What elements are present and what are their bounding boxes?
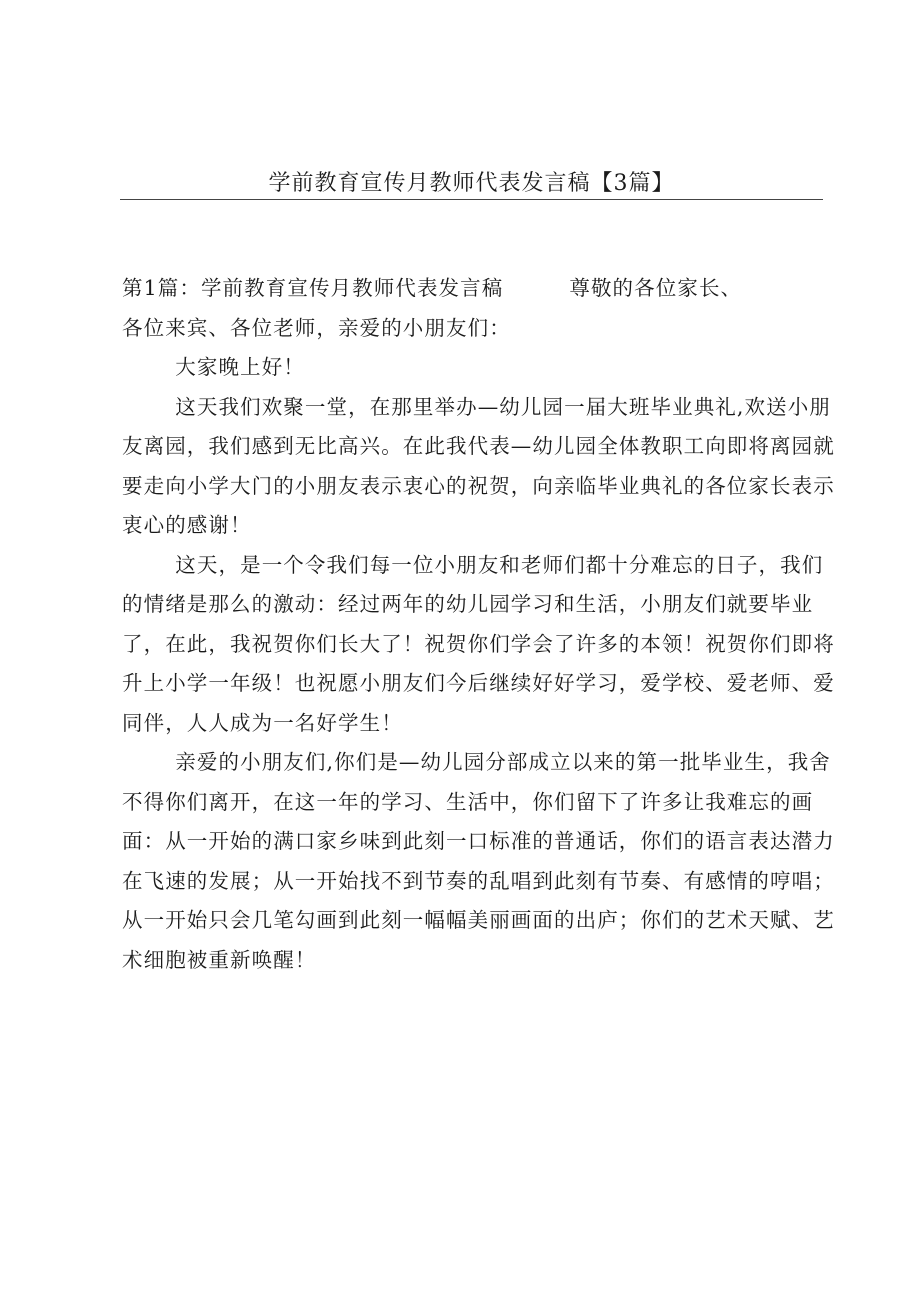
document-body <box>122 269 838 980</box>
chapter-label: 第1篇：学前教育宣传月教师代表发言稿 <box>122 276 504 300</box>
intro-first-line <box>122 276 742 300</box>
body-paragraph-1: 大家晚上好！ <box>175 355 305 379</box>
body-paragraph-3: 这天，是一个令我们每一位小朋友和老师们都十分难忘的日子，我们的情绪是那么的激动：经过两年的幼儿园学习和生活，小朋友们就要毕业了，在此，我祝贺你们长大了！祝贺你们学会了许多的本领！祝贺你们即将升上小学一年级！也祝愿小朋友们今后继续好好学习，爱学校、爱老师、爱同伴，人人成为一名好学生！ <box>122 552 835 735</box>
greeting-part1: 尊敬的各位家长、 <box>569 276 743 300</box>
greeting-part2: 各位来宾、各位老师，亲爱的小朋友们： <box>122 315 511 340</box>
title-underline <box>120 199 823 200</box>
body-paragraph-4: 亲爱的小朋友们,你们是—幼儿园分部成立以来的第一批毕业生，我舍不得你们离开，在这一年的学习、生活中，你们留下了许多让我难忘的画面：从一开始的满口家乡味到此刻一口标准的普通话，你们的语言表达潜力在飞速的发展；从一开始找不到节奏的乱唱到此刻有节奏、有感情的哼唱；从一开始只会几笔勾画到此刻一幅幅美丽画面的出庐；你们的艺术天赋、艺术细胞被重新唤醒！ <box>122 750 835 972</box>
body-paragraph-2: 这天我们欢聚一堂，在那里举办—幼儿园一届大班毕业典礼,欢送小朋友离园，我们感到无比高兴。在此我代表—幼儿园全体教职工向即将离园就要走向小学大门的小朋友表示衷心的祝贺，向亲临毕业典礼的各位家长表示衷心的感谢！ <box>122 394 835 537</box>
document-title: 学前教育宣传月教师代表发言稿【3篇】 <box>268 171 675 196</box>
intro-paragraph <box>122 269 838 348</box>
